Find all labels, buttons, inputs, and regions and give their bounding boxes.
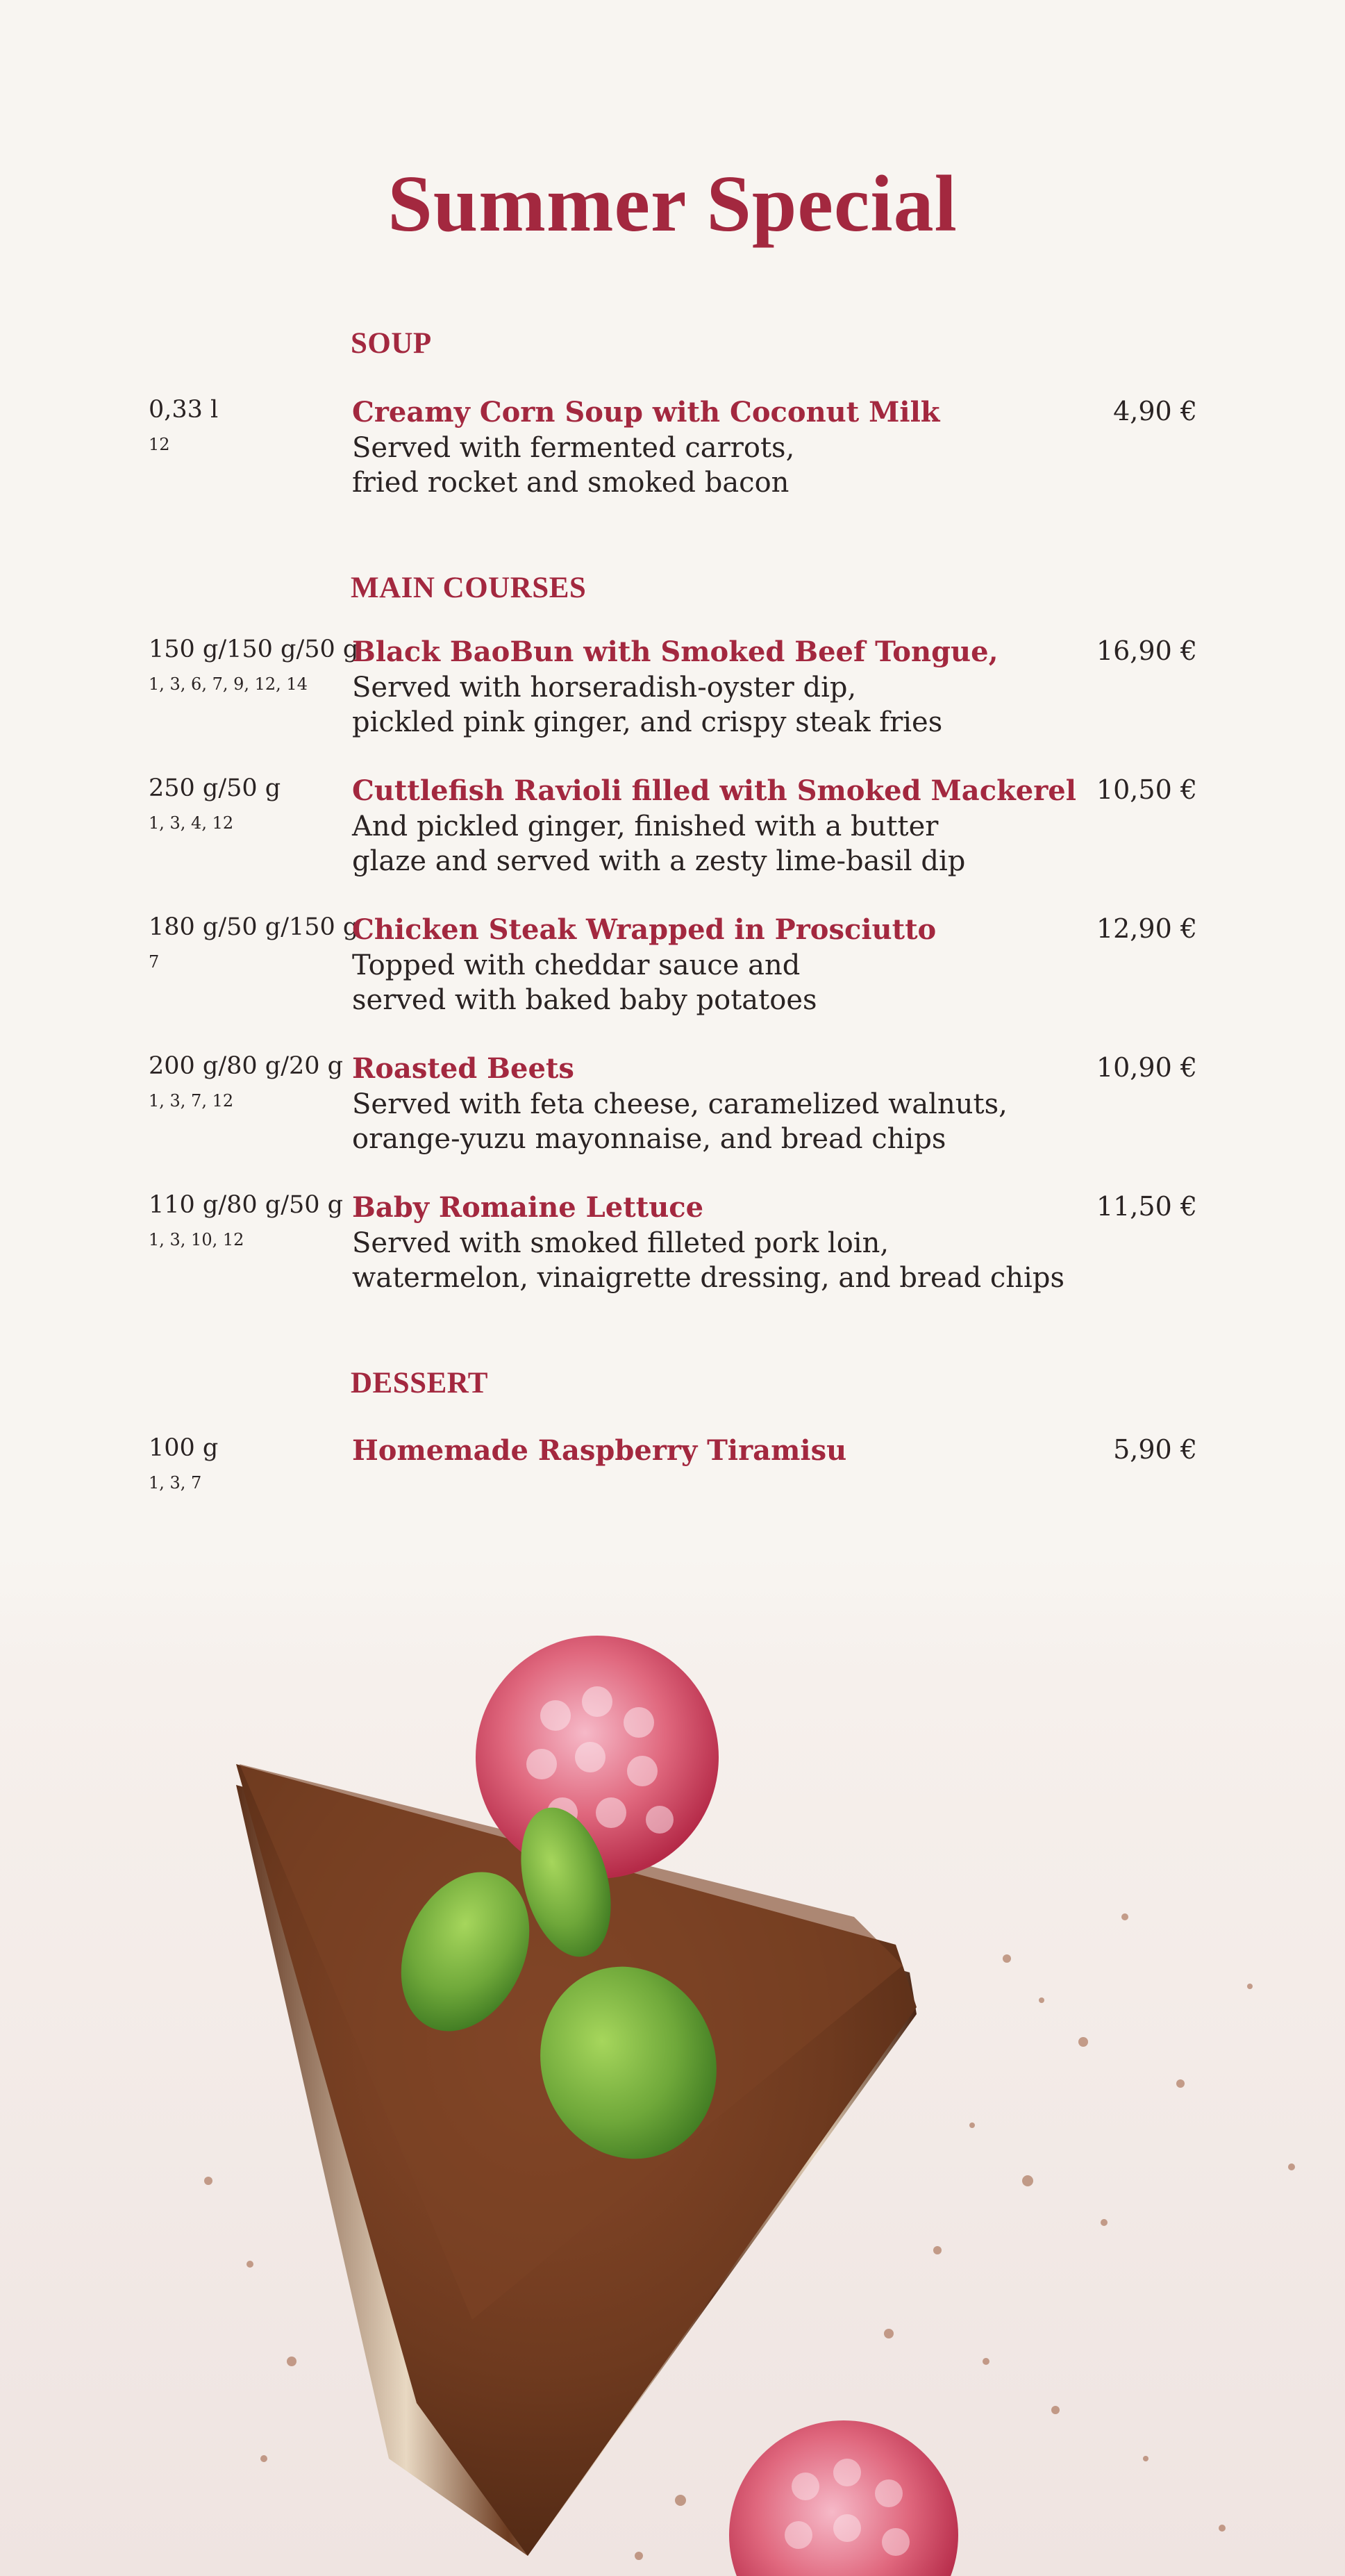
item-price: 12,90 € (1096, 913, 1197, 944)
item-description (352, 1226, 1064, 1295)
item-allergens: 1, 3, 7 (149, 1473, 202, 1493)
item-allergens: 7 (149, 952, 160, 972)
item-name: Chicken Steak Wrapped in Prosciutto (352, 913, 937, 946)
item-allergens: 1, 3, 7, 12 (149, 1091, 234, 1111)
item-description-line-2: served with baked baby potatoes (352, 984, 817, 1016)
item-description-line-1: Served with fermented carrots, (352, 432, 795, 464)
section-heading-main-courses: MAIN COURSES (351, 572, 587, 604)
item-price: 16,90 € (1096, 635, 1197, 666)
item-description (352, 431, 794, 500)
item-name: Cuttlefish Ravioli filled with Smoked Mackerel (352, 774, 1076, 807)
item-allergens: 1, 3, 4, 12 (149, 813, 234, 833)
item-allergens: 12 (149, 435, 170, 454)
item-description (352, 809, 965, 879)
item-quantity: 150 g/150 g/50 g (149, 635, 359, 663)
item-description-line-2: orange-yuzu mayonnaise, and bread chips (352, 1123, 946, 1155)
item-price: 5,90 € (1113, 1434, 1197, 1465)
item-description (352, 948, 817, 1017)
item-description (352, 1087, 1008, 1156)
item-quantity: 180 g/50 g/150 g (149, 913, 359, 941)
item-description-line-1: Served with smoked filleted pork loin, (352, 1227, 889, 1259)
section-heading-soup: SOUP (351, 327, 432, 360)
item-name: Baby Romaine Lettuce (352, 1191, 704, 1224)
item-name: Homemade Raspberry Tiramisu (352, 1434, 847, 1467)
item-price: 10,90 € (1096, 1052, 1197, 1083)
item-allergens: 1, 3, 6, 7, 9, 12, 14 (149, 674, 308, 694)
item-description-line-2: pickled pink ginger, and crispy steak fries (352, 706, 943, 738)
item-quantity: 250 g/50 g (149, 774, 281, 802)
menu-title: Summer Special (387, 160, 958, 249)
item-description-line-1: And pickled ginger, finished with a butter (352, 811, 939, 842)
tiramisu-photo (0, 1556, 1345, 2576)
item-description-line-1: Served with feta cheese, caramelized walnuts, (352, 1088, 1008, 1120)
item-quantity: 200 g/80 g/20 g (149, 1052, 344, 1080)
item-description-line-2: watermelon, vinaigrette dressing, and bread chips (352, 1262, 1064, 1294)
section-heading-dessert: DESSERT (351, 1367, 488, 1399)
item-description-line-2: glaze and served with a zesty lime-basil dip (352, 845, 966, 877)
item-allergens: 1, 3, 10, 12 (149, 1230, 244, 1249)
item-description-line-1: Served with horseradish-oyster dip, (352, 672, 857, 704)
item-description-line-1: Topped with cheddar sauce and (352, 949, 801, 981)
item-price: 4,90 € (1113, 396, 1197, 426)
item-name: Black BaoBun with Smoked Beef Tongue, (352, 635, 999, 668)
item-price: 10,50 € (1096, 774, 1197, 805)
item-name: Roasted Beets (352, 1052, 574, 1085)
item-quantity: 100 g (149, 1434, 219, 1462)
item-description-line-2: fried rocket and smoked bacon (352, 467, 790, 499)
item-price: 11,50 € (1096, 1191, 1197, 1222)
item-description (352, 670, 942, 740)
item-quantity: 0,33 l (149, 396, 219, 424)
item-name: Creamy Corn Soup with Coconut Milk (352, 396, 940, 429)
item-quantity: 110 g/80 g/50 g (149, 1191, 344, 1219)
